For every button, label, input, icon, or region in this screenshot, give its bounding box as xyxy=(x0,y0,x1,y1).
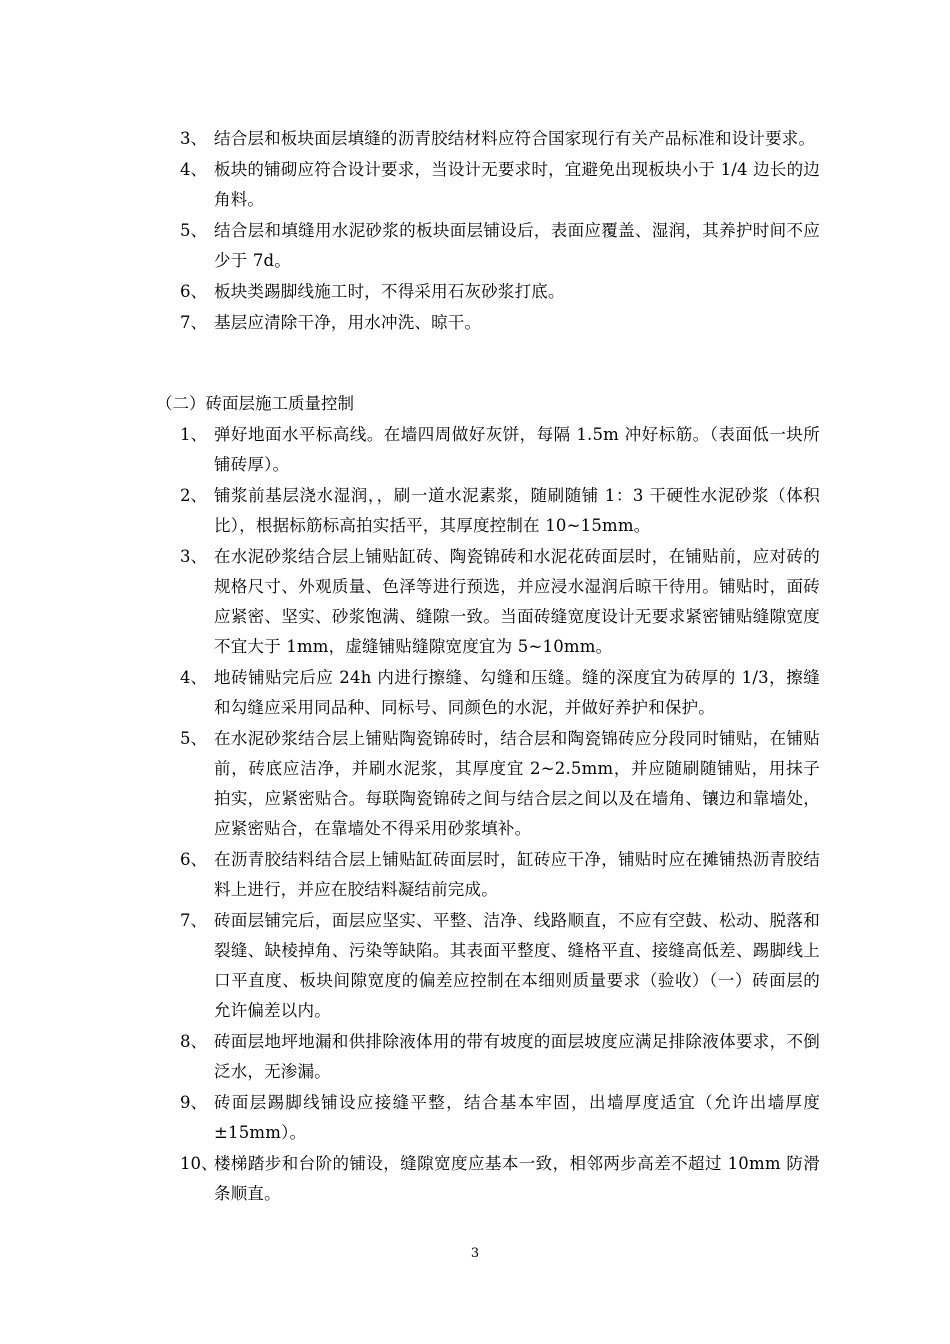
section-title: （二）砖面层施工质量控制 xyxy=(156,394,354,413)
list-item xyxy=(180,724,820,844)
item-text: 在沥青胶结料结合层上铺贴缸砖面层时，缸砖应干净，铺贴时应在摊铺热沥青胶结料上进行，并应在胶结料凝结前完成。 xyxy=(214,850,820,899)
item-number: 1、 xyxy=(180,425,207,444)
item-number: 5、 xyxy=(180,729,207,748)
item-number: 3、 xyxy=(180,547,207,566)
item-text: 结合层和填缝用水泥砂浆的板块面层铺设后，表面应覆盖、湿润，其养护时间不应少于 7d。 xyxy=(214,221,820,270)
item-number: 8、 xyxy=(180,1032,207,1051)
list-item xyxy=(180,1149,820,1209)
list-item xyxy=(180,420,820,480)
list-item xyxy=(180,277,820,307)
item-text: 在水泥砂浆结合层上铺贴陶瓷锦砖时，结合层和陶瓷锦砖应分段同时铺贴，在铺贴前，砖底应洁净，并刷水泥浆，其厚度宜 2~2.5mm，并应随刷随铺贴，用抹子拍实，应紧密贴合。每联陶瓷锦砖之间与结合层之间以及在墙角、镶边和靠墙处，应紧密贴合，在靠墙处不得采用砂浆填补。 xyxy=(214,729,820,838)
item-text: 弹好地面水平标高线。在墙四周做好灰饼，每隔 1.5m 冲好标筋。（表面低一块所铺砖厚）。 xyxy=(214,425,820,474)
item-text: 结合层和板块面层填缝的沥青胶结材料应符合国家现行有关产品标准和设计要求。 xyxy=(214,129,816,148)
item-text: 在水泥砂浆结合层上铺贴缸砖、陶瓷锦砖和水泥花砖面层时，在铺贴前，应对砖的规格尺寸、外观质量、色泽等进行预选，并应浸水湿润后晾干待用。铺贴时，面砖应紧密、坚实、砂浆饱满、缝隙一致。当面砖缝宽度设计无要求紧密铺贴缝隙宽度不宜大于 1mm，虚缝铺贴缝隙宽度宜为 5~10mm。 xyxy=(214,547,820,656)
item-number: 6、 xyxy=(180,850,207,869)
list-item xyxy=(180,542,820,662)
item-text: 砖面层地坪地漏和供排除液体用的带有坡度的面层坡度应满足排除液体要求，不倒泛水，无渗漏。 xyxy=(214,1032,820,1081)
item-text: 砖面层铺完后，面层应坚实、平整、洁净、线路顺直，不应有空鼓、松动、脱落和裂缝、缺棱掉角、污染等缺陷。其表面平整度、缝格平直、接缝高低差、踢脚线上口平直度、板块间隙宽度的偏差应控制在本细则质量要求（验收）（一）砖面层的允许偏差以内。 xyxy=(214,911,820,1020)
item-text: 铺浆前基层浇水湿润，，刷一道水泥素浆，随刷随铺 1：3 干硬性水泥砂浆（体积比），根据标筋标高拍实括平，其厚度控制在 10~15mm。 xyxy=(214,486,820,535)
item-text: 基层应清除干净，用水冲洗、晾干。 xyxy=(214,313,482,332)
list-item xyxy=(180,155,820,215)
item-number: 7、 xyxy=(180,313,207,332)
list-item xyxy=(180,124,820,154)
list-item xyxy=(180,906,820,1026)
requirements-list xyxy=(180,124,820,339)
list-item xyxy=(180,1027,820,1087)
list-item xyxy=(180,308,820,338)
item-number: 5、 xyxy=(180,221,207,240)
list-item xyxy=(180,216,820,276)
item-number: 2、 xyxy=(180,486,207,505)
item-text: 砖面层踢脚线铺设应接缝平整，结合基本牢固，出墙厚度适宜（允许出墙厚度±15mm）。 xyxy=(214,1093,820,1142)
item-number: 3、 xyxy=(180,129,207,148)
list-item xyxy=(180,663,820,723)
item-text: 板块的铺砌应符合设计要求，当设计无要求时，宜避免出现板块小于 1/4 边长的边角料。 xyxy=(214,160,820,209)
list-item xyxy=(180,481,820,541)
item-text: 板块类踢脚线施工时，不得采用石灰砂浆打底。 xyxy=(214,282,565,301)
item-number: 7、 xyxy=(180,911,207,930)
item-number: 4、 xyxy=(180,160,207,179)
item-text: 楼梯踏步和台阶的铺设，缝隙宽度应基本一致，相邻两步高差不超过 10mm 防滑条顺直。 xyxy=(214,1154,820,1203)
item-number: 6、 xyxy=(180,282,207,301)
item-number: 9、 xyxy=(180,1093,207,1112)
item-number: 4、 xyxy=(180,668,207,687)
item-number: 10、 xyxy=(180,1154,218,1173)
item-text: 地砖铺贴完后应 24h 内进行擦缝、勾缝和压缝。缝的深度宜为砖厚的 1/3，擦缝和勾缝应采用同品种、同标号、同颜色的水泥，并做好养护和保护。 xyxy=(214,668,820,717)
quality-control-list xyxy=(180,420,820,1210)
list-item xyxy=(180,845,820,905)
page-number: 3 xyxy=(470,1246,480,1261)
list-item xyxy=(180,1088,820,1148)
